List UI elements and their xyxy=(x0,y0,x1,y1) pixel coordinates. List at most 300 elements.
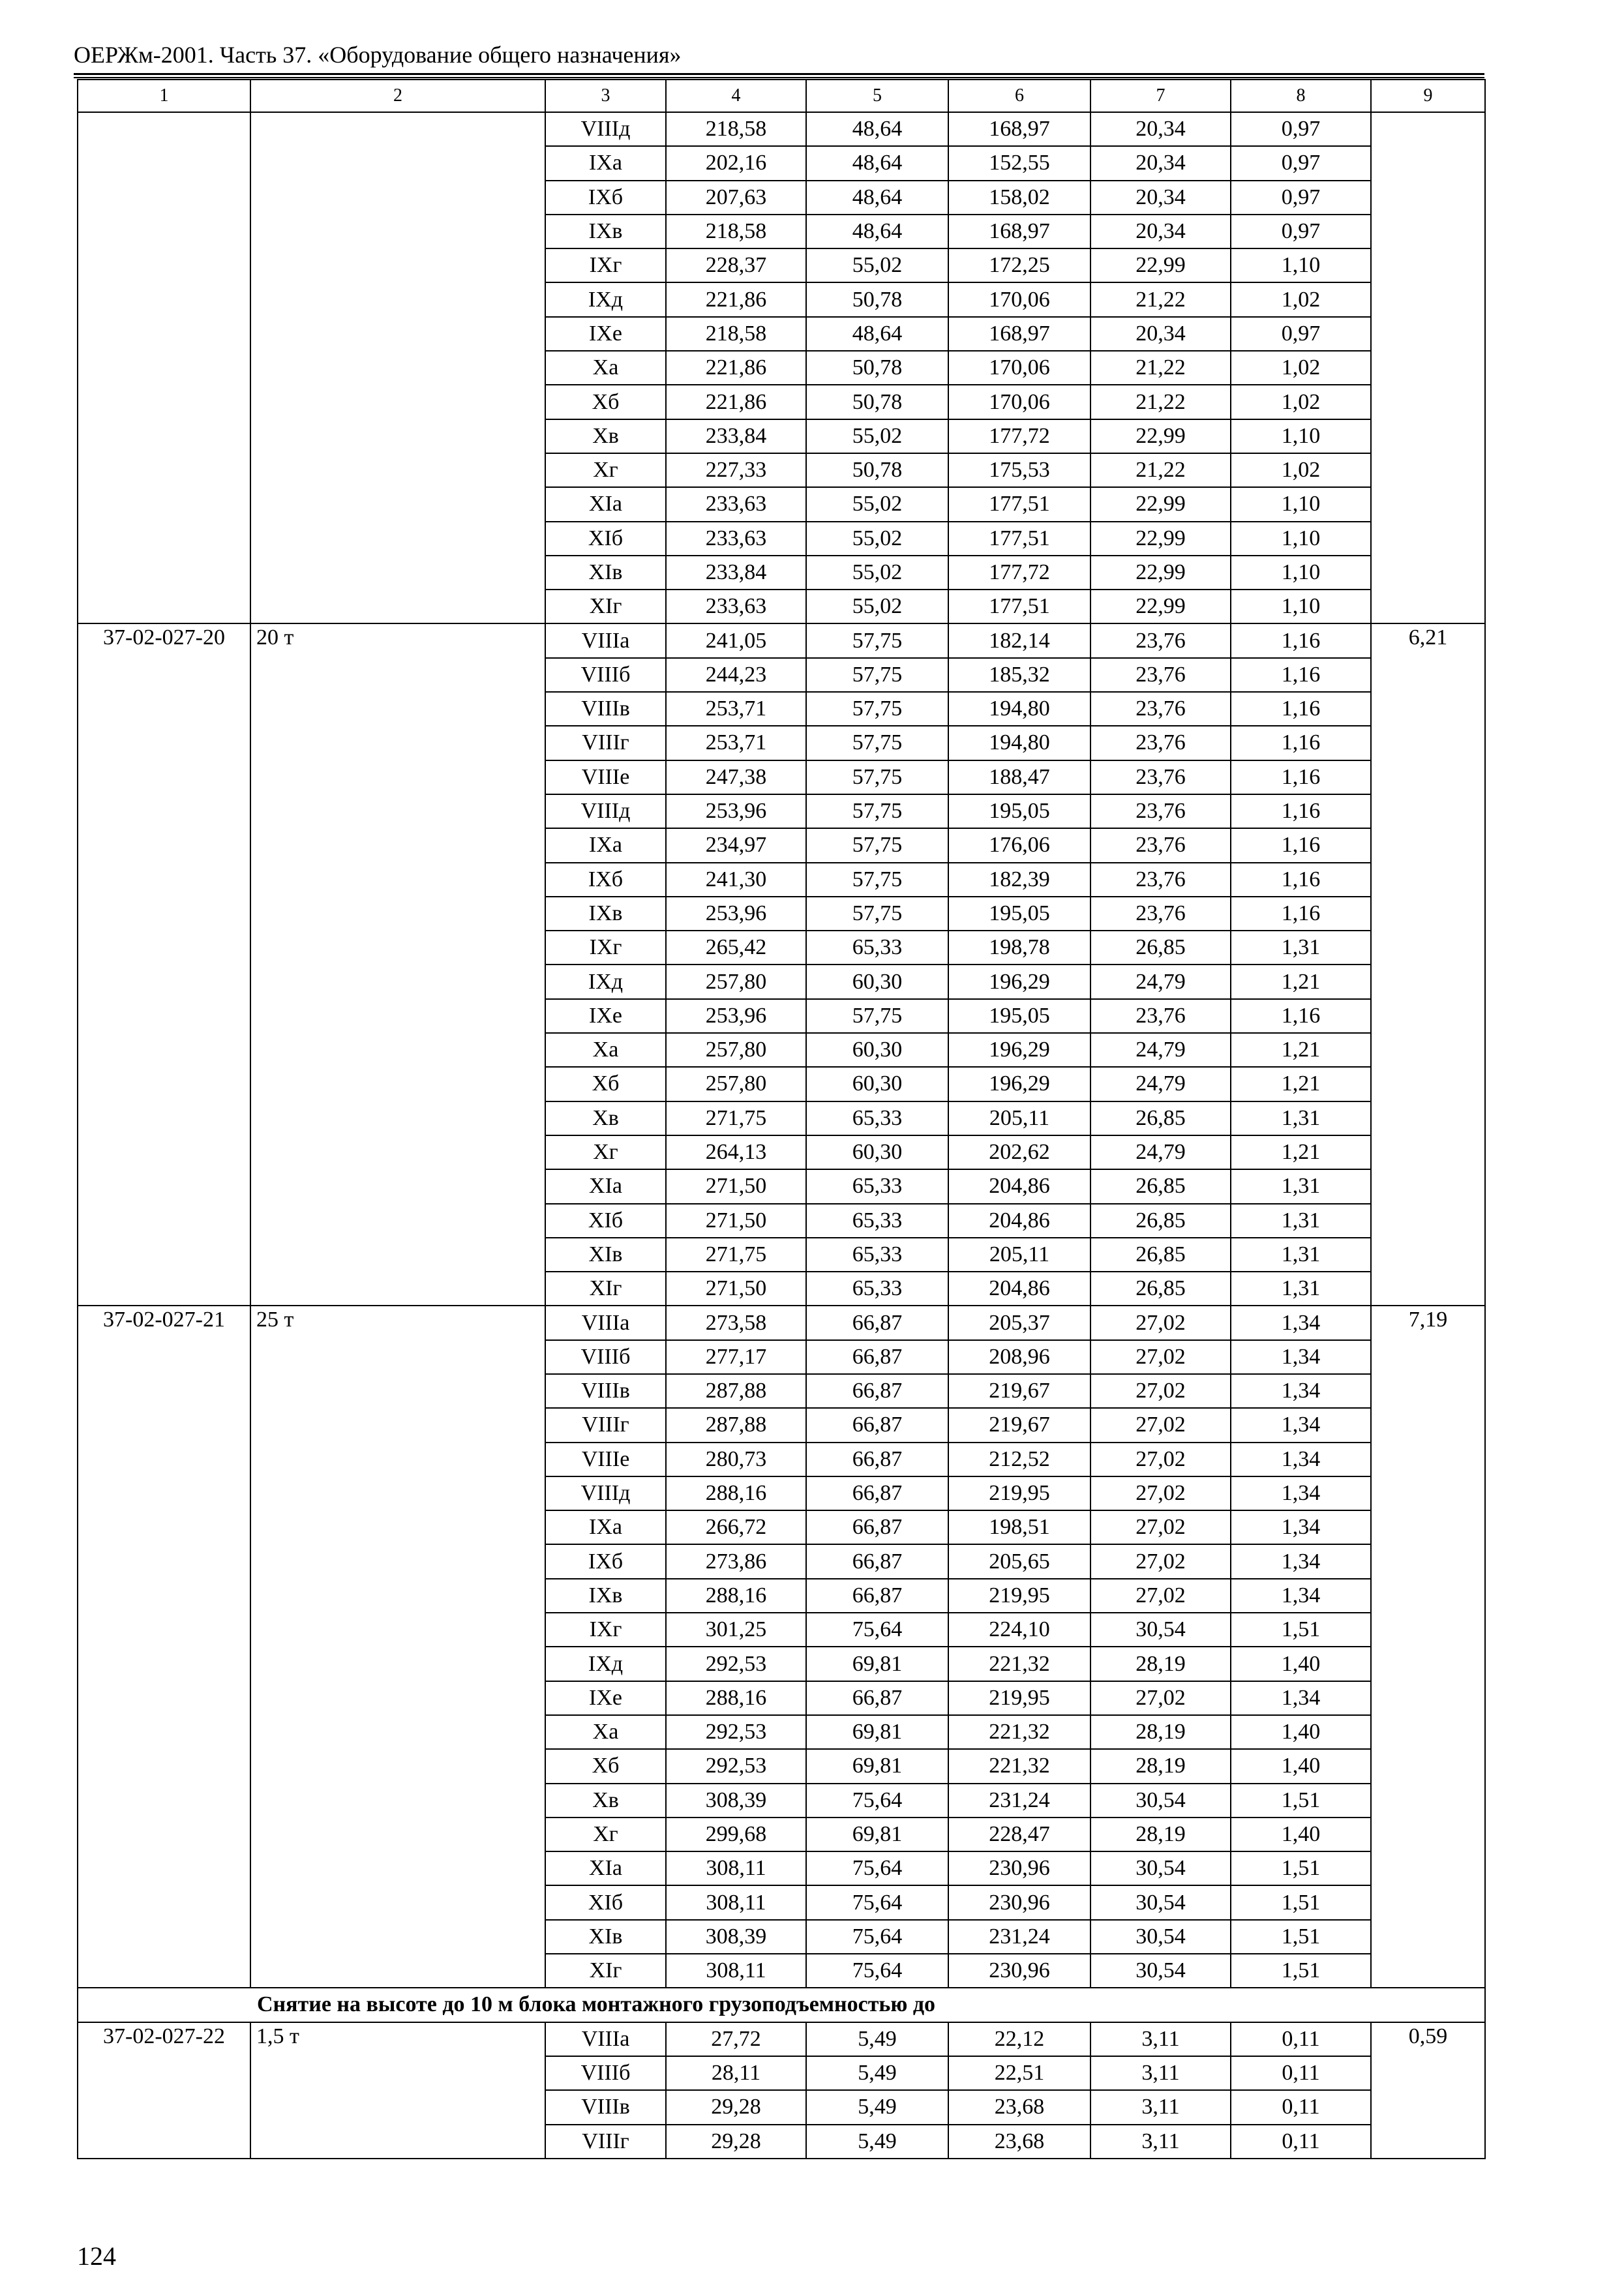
value-cell: 57,75 xyxy=(806,658,948,692)
value-cell: 280,73 xyxy=(666,1443,806,1476)
value-cell: 22,99 xyxy=(1090,487,1231,521)
zone-cell: VIIIв xyxy=(545,2090,666,2124)
value-cell: 57,75 xyxy=(806,828,948,862)
value-cell: 30,54 xyxy=(1090,1920,1231,1954)
value-cell: 65,33 xyxy=(806,1169,948,1203)
value-cell: 1,31 xyxy=(1231,1238,1371,1272)
value-cell: 26,85 xyxy=(1090,1169,1231,1203)
value-cell: 221,86 xyxy=(666,351,806,385)
value-cell: 196,29 xyxy=(948,965,1090,998)
value-cell: 168,97 xyxy=(948,112,1090,146)
zone-cell: XIв xyxy=(545,1920,666,1954)
zone-cell: Xб xyxy=(545,1067,666,1101)
value-cell: 75,64 xyxy=(806,1920,948,1954)
value-cell: 170,06 xyxy=(948,385,1090,419)
value-cell: 168,97 xyxy=(948,215,1090,248)
value-cell: 5,49 xyxy=(806,2125,948,2159)
value-cell: 1,40 xyxy=(1231,1647,1371,1681)
value-cell: 1,40 xyxy=(1231,1715,1371,1749)
value-cell: 1,16 xyxy=(1231,828,1371,862)
col9-value: 6,21 xyxy=(1371,623,1485,1306)
value-cell: 196,29 xyxy=(948,1067,1090,1101)
value-cell: 253,96 xyxy=(666,897,806,931)
zone-cell: XIа xyxy=(545,487,666,521)
value-cell: 221,32 xyxy=(948,1749,1090,1783)
column-number: 5 xyxy=(806,80,948,112)
value-cell: 0,97 xyxy=(1231,317,1371,351)
value-cell: 1,34 xyxy=(1231,1579,1371,1613)
column-number: 4 xyxy=(666,80,806,112)
zone-cell: IXв xyxy=(545,1579,666,1613)
value-cell: 207,63 xyxy=(666,181,806,215)
value-cell: 27,02 xyxy=(1090,1374,1231,1408)
zone-cell: IXа xyxy=(545,146,666,180)
zone-cell: XIв xyxy=(545,556,666,590)
value-cell: 233,84 xyxy=(666,556,806,590)
value-cell: 204,86 xyxy=(948,1204,1090,1238)
zone-cell: XIб xyxy=(545,522,666,556)
value-cell: 1,31 xyxy=(1231,1101,1371,1135)
value-cell: 20,34 xyxy=(1090,215,1231,248)
value-cell: 1,21 xyxy=(1231,1067,1371,1101)
value-cell: 152,55 xyxy=(948,146,1090,180)
value-cell: 1,34 xyxy=(1231,1374,1371,1408)
value-cell: 292,53 xyxy=(666,1715,806,1749)
zone-cell: Xа xyxy=(545,351,666,385)
value-cell: 27,02 xyxy=(1090,1306,1231,1339)
value-cell: 30,54 xyxy=(1090,1851,1231,1885)
value-cell: 27,02 xyxy=(1090,1340,1231,1374)
value-cell: 60,30 xyxy=(806,965,948,998)
zone-cell: XIа xyxy=(545,1169,666,1203)
zone-cell: IXа xyxy=(545,1510,666,1544)
zone-cell: XIг xyxy=(545,1954,666,1988)
col9-value xyxy=(1371,112,1485,623)
value-cell: 65,33 xyxy=(806,931,948,965)
zone-cell: Xб xyxy=(545,385,666,419)
value-cell: 23,76 xyxy=(1090,828,1231,862)
value-cell: 1,51 xyxy=(1231,1784,1371,1818)
zone-cell: VIIIб xyxy=(545,658,666,692)
zone-cell: IXг xyxy=(545,931,666,965)
value-cell: 27,02 xyxy=(1090,1443,1231,1476)
zone-cell: IXа xyxy=(545,828,666,862)
value-cell: 57,75 xyxy=(806,692,948,726)
value-cell: 69,81 xyxy=(806,1818,948,1851)
value-cell: 50,78 xyxy=(806,282,948,316)
value-cell: 22,99 xyxy=(1090,248,1231,282)
value-cell: 0,97 xyxy=(1231,215,1371,248)
value-cell: 288,16 xyxy=(666,1579,806,1613)
value-cell: 48,64 xyxy=(806,181,948,215)
value-cell: 30,54 xyxy=(1090,1613,1231,1647)
col9-value: 0,59 xyxy=(1371,2022,1485,2159)
value-cell: 26,85 xyxy=(1090,1238,1231,1272)
value-cell: 176,06 xyxy=(948,828,1090,862)
value-cell: 231,24 xyxy=(948,1784,1090,1818)
value-cell: 1,16 xyxy=(1231,897,1371,931)
value-cell: 257,80 xyxy=(666,1067,806,1101)
value-cell: 22,51 xyxy=(948,2056,1090,2090)
value-cell: 23,76 xyxy=(1090,897,1231,931)
value-cell: 27,02 xyxy=(1090,1544,1231,1578)
value-cell: 1,51 xyxy=(1231,1851,1371,1885)
zone-cell: VIIIб xyxy=(545,2056,666,2090)
zone-cell: Xг xyxy=(545,453,666,487)
value-cell: 218,58 xyxy=(666,317,806,351)
value-cell: 1,34 xyxy=(1231,1340,1371,1374)
value-cell: 5,49 xyxy=(806,2022,948,2056)
value-cell: 28,19 xyxy=(1090,1715,1231,1749)
column-number-row xyxy=(78,80,1485,112)
value-cell: 50,78 xyxy=(806,351,948,385)
value-cell: 1,51 xyxy=(1231,1613,1371,1647)
value-cell: 55,02 xyxy=(806,556,948,590)
zone-cell: VIIIд xyxy=(545,794,666,828)
value-cell: 1,02 xyxy=(1231,351,1371,385)
value-cell: 1,51 xyxy=(1231,1885,1371,1919)
value-cell: 218,58 xyxy=(666,215,806,248)
value-cell: 194,80 xyxy=(948,692,1090,726)
value-cell: 27,02 xyxy=(1090,1681,1231,1715)
value-cell: 185,32 xyxy=(948,658,1090,692)
value-cell: 271,75 xyxy=(666,1238,806,1272)
value-cell: 29,28 xyxy=(666,2090,806,2124)
zone-cell: IXг xyxy=(545,248,666,282)
value-cell: 30,54 xyxy=(1090,1954,1231,1988)
value-cell: 1,31 xyxy=(1231,1204,1371,1238)
value-cell: 170,06 xyxy=(948,351,1090,385)
value-cell: 48,64 xyxy=(806,215,948,248)
section-row xyxy=(78,1988,1485,2022)
value-cell: 1,16 xyxy=(1231,623,1371,657)
value-cell: 29,28 xyxy=(666,2125,806,2159)
value-cell: 75,64 xyxy=(806,1613,948,1647)
value-cell: 308,11 xyxy=(666,1954,806,1988)
value-cell: 1,10 xyxy=(1231,556,1371,590)
value-cell: 195,05 xyxy=(948,794,1090,828)
value-cell: 224,10 xyxy=(948,1613,1090,1647)
zone-cell: XIг xyxy=(545,1272,666,1306)
value-cell: 65,33 xyxy=(806,1204,948,1238)
zone-cell: Xб xyxy=(545,1749,666,1783)
value-cell: 177,51 xyxy=(948,487,1090,521)
value-cell: 27,02 xyxy=(1090,1408,1231,1442)
value-cell: 1,16 xyxy=(1231,760,1371,794)
zone-cell: VIIIа xyxy=(545,1306,666,1339)
value-cell: 205,65 xyxy=(948,1544,1090,1578)
value-cell: 253,96 xyxy=(666,999,806,1033)
value-cell: 50,78 xyxy=(806,385,948,419)
value-cell: 1,34 xyxy=(1231,1681,1371,1715)
value-cell: 30,54 xyxy=(1090,1885,1231,1919)
value-cell: 69,81 xyxy=(806,1749,948,1783)
value-cell: 75,64 xyxy=(806,1954,948,1988)
value-cell: 66,87 xyxy=(806,1510,948,1544)
value-cell: 60,30 xyxy=(806,1135,948,1169)
value-cell: 24,79 xyxy=(1090,965,1231,998)
value-cell: 230,96 xyxy=(948,1851,1090,1885)
value-cell: 66,87 xyxy=(806,1306,948,1339)
zone-cell: IXб xyxy=(545,181,666,215)
value-cell: 28,19 xyxy=(1090,1647,1231,1681)
value-cell: 194,80 xyxy=(948,726,1090,760)
value-cell: 288,16 xyxy=(666,1681,806,1715)
value-cell: 221,32 xyxy=(948,1647,1090,1681)
zone-cell: VIIIб xyxy=(545,1340,666,1374)
value-cell: 1,34 xyxy=(1231,1476,1371,1510)
value-cell: 23,76 xyxy=(1090,760,1231,794)
page-header: ОЕРЖм-2001. Часть 37. «Оборудование общего назначения» xyxy=(74,42,682,68)
value-cell: 21,22 xyxy=(1090,385,1231,419)
value-cell: 20,34 xyxy=(1090,146,1231,180)
value-cell: 28,19 xyxy=(1090,1818,1231,1851)
zone-cell: VIIIв xyxy=(545,1374,666,1408)
table-row xyxy=(78,1306,1485,1339)
value-cell: 26,85 xyxy=(1090,1204,1231,1238)
zone-cell: IXд xyxy=(545,282,666,316)
value-cell: 3,11 xyxy=(1090,2022,1231,2056)
zone-cell: IXд xyxy=(545,1647,666,1681)
item-name xyxy=(250,112,545,623)
value-cell: 1,10 xyxy=(1231,590,1371,623)
value-cell: 57,75 xyxy=(806,897,948,931)
zone-cell: VIIIг xyxy=(545,1408,666,1442)
value-cell: 168,97 xyxy=(948,317,1090,351)
value-cell: 66,87 xyxy=(806,1408,948,1442)
value-cell: 271,75 xyxy=(666,1101,806,1135)
value-cell: 0,97 xyxy=(1231,181,1371,215)
value-cell: 1,10 xyxy=(1231,419,1371,453)
value-cell: 3,11 xyxy=(1090,2056,1231,2090)
value-cell: 1,31 xyxy=(1231,1272,1371,1306)
value-cell: 230,96 xyxy=(948,1954,1090,1988)
rate-code: 37-02-027-20 xyxy=(78,623,250,1306)
value-cell: 26,85 xyxy=(1090,1101,1231,1135)
value-cell: 23,76 xyxy=(1090,863,1231,897)
value-cell: 308,39 xyxy=(666,1784,806,1818)
value-cell: 66,87 xyxy=(806,1374,948,1408)
value-cell: 205,37 xyxy=(948,1306,1090,1339)
value-cell: 28,11 xyxy=(666,2056,806,2090)
column-number: 6 xyxy=(948,80,1090,112)
value-cell: 271,50 xyxy=(666,1169,806,1203)
value-cell: 27,02 xyxy=(1090,1510,1231,1544)
value-cell: 253,71 xyxy=(666,692,806,726)
value-cell: 5,49 xyxy=(806,2090,948,2124)
value-cell: 22,99 xyxy=(1090,522,1231,556)
value-cell: 75,64 xyxy=(806,1885,948,1919)
value-cell: 1,34 xyxy=(1231,1510,1371,1544)
section-title: Снятие на высоте до 10 м блока монтажного грузоподъемностью до xyxy=(78,1988,1485,2022)
value-cell: 66,87 xyxy=(806,1443,948,1476)
value-cell: 257,80 xyxy=(666,965,806,998)
zone-cell: XIг xyxy=(545,590,666,623)
value-cell: 27,02 xyxy=(1090,1579,1231,1613)
value-cell: 57,75 xyxy=(806,760,948,794)
zone-cell: IXе xyxy=(545,1681,666,1715)
value-cell: 182,14 xyxy=(948,623,1090,657)
value-cell: 1,51 xyxy=(1231,1920,1371,1954)
value-cell: 57,75 xyxy=(806,863,948,897)
value-cell: 301,25 xyxy=(666,1613,806,1647)
value-cell: 1,16 xyxy=(1231,658,1371,692)
rate-code xyxy=(78,112,250,623)
value-cell: 26,85 xyxy=(1090,931,1231,965)
value-cell: 0,11 xyxy=(1231,2022,1371,2056)
value-cell: 21,22 xyxy=(1090,282,1231,316)
column-number: 8 xyxy=(1231,80,1371,112)
value-cell: 1,31 xyxy=(1231,931,1371,965)
value-cell: 247,38 xyxy=(666,760,806,794)
value-cell: 227,33 xyxy=(666,453,806,487)
rate-code: 37-02-027-21 xyxy=(78,1306,250,1988)
value-cell: 221,32 xyxy=(948,1715,1090,1749)
value-cell: 65,33 xyxy=(806,1101,948,1135)
zone-cell: IXб xyxy=(545,1544,666,1578)
value-cell: 228,47 xyxy=(948,1818,1090,1851)
value-cell: 24,79 xyxy=(1090,1067,1231,1101)
zone-cell: VIIIд xyxy=(545,112,666,146)
value-cell: 22,12 xyxy=(948,2022,1090,2056)
value-cell: 1,10 xyxy=(1231,248,1371,282)
value-cell: 208,96 xyxy=(948,1340,1090,1374)
value-cell: 198,78 xyxy=(948,931,1090,965)
zone-cell: IXг xyxy=(545,1613,666,1647)
value-cell: 3,11 xyxy=(1090,2125,1231,2159)
value-cell: 1,40 xyxy=(1231,1818,1371,1851)
value-cell: 20,34 xyxy=(1090,317,1231,351)
value-cell: 21,22 xyxy=(1090,351,1231,385)
value-cell: 212,52 xyxy=(948,1443,1090,1476)
value-cell: 257,80 xyxy=(666,1033,806,1067)
zone-cell: VIIIв xyxy=(545,692,666,726)
value-cell: 204,86 xyxy=(948,1272,1090,1306)
value-cell: 233,84 xyxy=(666,419,806,453)
value-cell: 271,50 xyxy=(666,1272,806,1306)
value-cell: 158,02 xyxy=(948,181,1090,215)
value-cell: 66,87 xyxy=(806,1544,948,1578)
value-cell: 195,05 xyxy=(948,999,1090,1033)
value-cell: 65,33 xyxy=(806,1238,948,1272)
value-cell: 1,21 xyxy=(1231,1135,1371,1169)
header-rule-thin xyxy=(74,77,1484,78)
value-cell: 264,13 xyxy=(666,1135,806,1169)
zone-cell: IXв xyxy=(545,897,666,931)
value-cell: 27,02 xyxy=(1090,1476,1231,1510)
value-cell: 55,02 xyxy=(806,522,948,556)
value-cell: 20,34 xyxy=(1090,112,1231,146)
value-cell: 30,54 xyxy=(1090,1784,1231,1818)
zone-cell: VIIIг xyxy=(545,726,666,760)
value-cell: 1,31 xyxy=(1231,1169,1371,1203)
value-cell: 23,68 xyxy=(948,2090,1090,2124)
zone-cell: Xв xyxy=(545,1784,666,1818)
value-cell: 233,63 xyxy=(666,522,806,556)
zone-cell: IXб xyxy=(545,863,666,897)
header-rule xyxy=(74,73,1484,75)
value-cell: 205,11 xyxy=(948,1101,1090,1135)
value-cell: 75,64 xyxy=(806,1851,948,1885)
value-cell: 1,21 xyxy=(1231,965,1371,998)
zone-cell: XIа xyxy=(545,1851,666,1885)
item-name: 20 т xyxy=(250,623,545,1306)
value-cell: 60,30 xyxy=(806,1067,948,1101)
value-cell: 57,75 xyxy=(806,726,948,760)
value-cell: 1,40 xyxy=(1231,1749,1371,1783)
value-cell: 233,63 xyxy=(666,590,806,623)
value-cell: 20,34 xyxy=(1090,181,1231,215)
table-row xyxy=(78,2022,1485,2056)
value-cell: 55,02 xyxy=(806,419,948,453)
value-cell: 28,19 xyxy=(1090,1749,1231,1783)
column-number: 9 xyxy=(1371,80,1485,112)
value-cell: 23,76 xyxy=(1090,726,1231,760)
value-cell: 3,11 xyxy=(1090,2090,1231,2124)
value-cell: 228,37 xyxy=(666,248,806,282)
value-cell: 23,68 xyxy=(948,2125,1090,2159)
zone-cell: VIIIа xyxy=(545,623,666,657)
value-cell: 231,24 xyxy=(948,1920,1090,1954)
value-cell: 1,21 xyxy=(1231,1033,1371,1067)
value-cell: 175,53 xyxy=(948,453,1090,487)
zone-cell: Xг xyxy=(545,1818,666,1851)
rate-code: 37-02-027-22 xyxy=(78,2022,250,2159)
value-cell: 22,99 xyxy=(1090,590,1231,623)
value-cell: 273,58 xyxy=(666,1306,806,1339)
value-cell: 55,02 xyxy=(806,590,948,623)
value-cell: 202,16 xyxy=(666,146,806,180)
value-cell: 1,16 xyxy=(1231,999,1371,1033)
value-cell: 27,72 xyxy=(666,2022,806,2056)
value-cell: 299,68 xyxy=(666,1818,806,1851)
value-cell: 1,34 xyxy=(1231,1443,1371,1476)
value-cell: 230,96 xyxy=(948,1885,1090,1919)
value-cell: 23,76 xyxy=(1090,623,1231,657)
zone-cell: Xа xyxy=(545,1715,666,1749)
value-cell: 241,05 xyxy=(666,623,806,657)
value-cell: 1,02 xyxy=(1231,282,1371,316)
column-number: 2 xyxy=(250,80,545,112)
zone-cell: IXе xyxy=(545,999,666,1033)
value-cell: 292,53 xyxy=(666,1647,806,1681)
value-cell: 26,85 xyxy=(1090,1272,1231,1306)
value-cell: 253,71 xyxy=(666,726,806,760)
value-cell: 177,51 xyxy=(948,522,1090,556)
value-cell: 1,16 xyxy=(1231,794,1371,828)
value-cell: 57,75 xyxy=(806,623,948,657)
zone-cell: VIIIг xyxy=(545,2125,666,2159)
value-cell: 0,97 xyxy=(1231,146,1371,180)
table-row xyxy=(78,623,1485,657)
value-cell: 24,79 xyxy=(1090,1033,1231,1067)
zone-cell: IXв xyxy=(545,215,666,248)
item-name: 25 т xyxy=(250,1306,545,1988)
value-cell: 177,72 xyxy=(948,556,1090,590)
zone-cell: IXд xyxy=(545,965,666,998)
value-cell: 1,16 xyxy=(1231,726,1371,760)
value-cell: 1,34 xyxy=(1231,1306,1371,1339)
zone-cell: VIIIд xyxy=(545,1476,666,1510)
value-cell: 196,29 xyxy=(948,1033,1090,1067)
value-cell: 23,76 xyxy=(1090,794,1231,828)
zone-cell: VIIIе xyxy=(545,760,666,794)
item-name: 1,5 т xyxy=(250,2022,545,2159)
value-cell: 1,51 xyxy=(1231,1954,1371,1988)
value-cell: 57,75 xyxy=(806,999,948,1033)
value-cell: 287,88 xyxy=(666,1374,806,1408)
value-cell: 188,47 xyxy=(948,760,1090,794)
